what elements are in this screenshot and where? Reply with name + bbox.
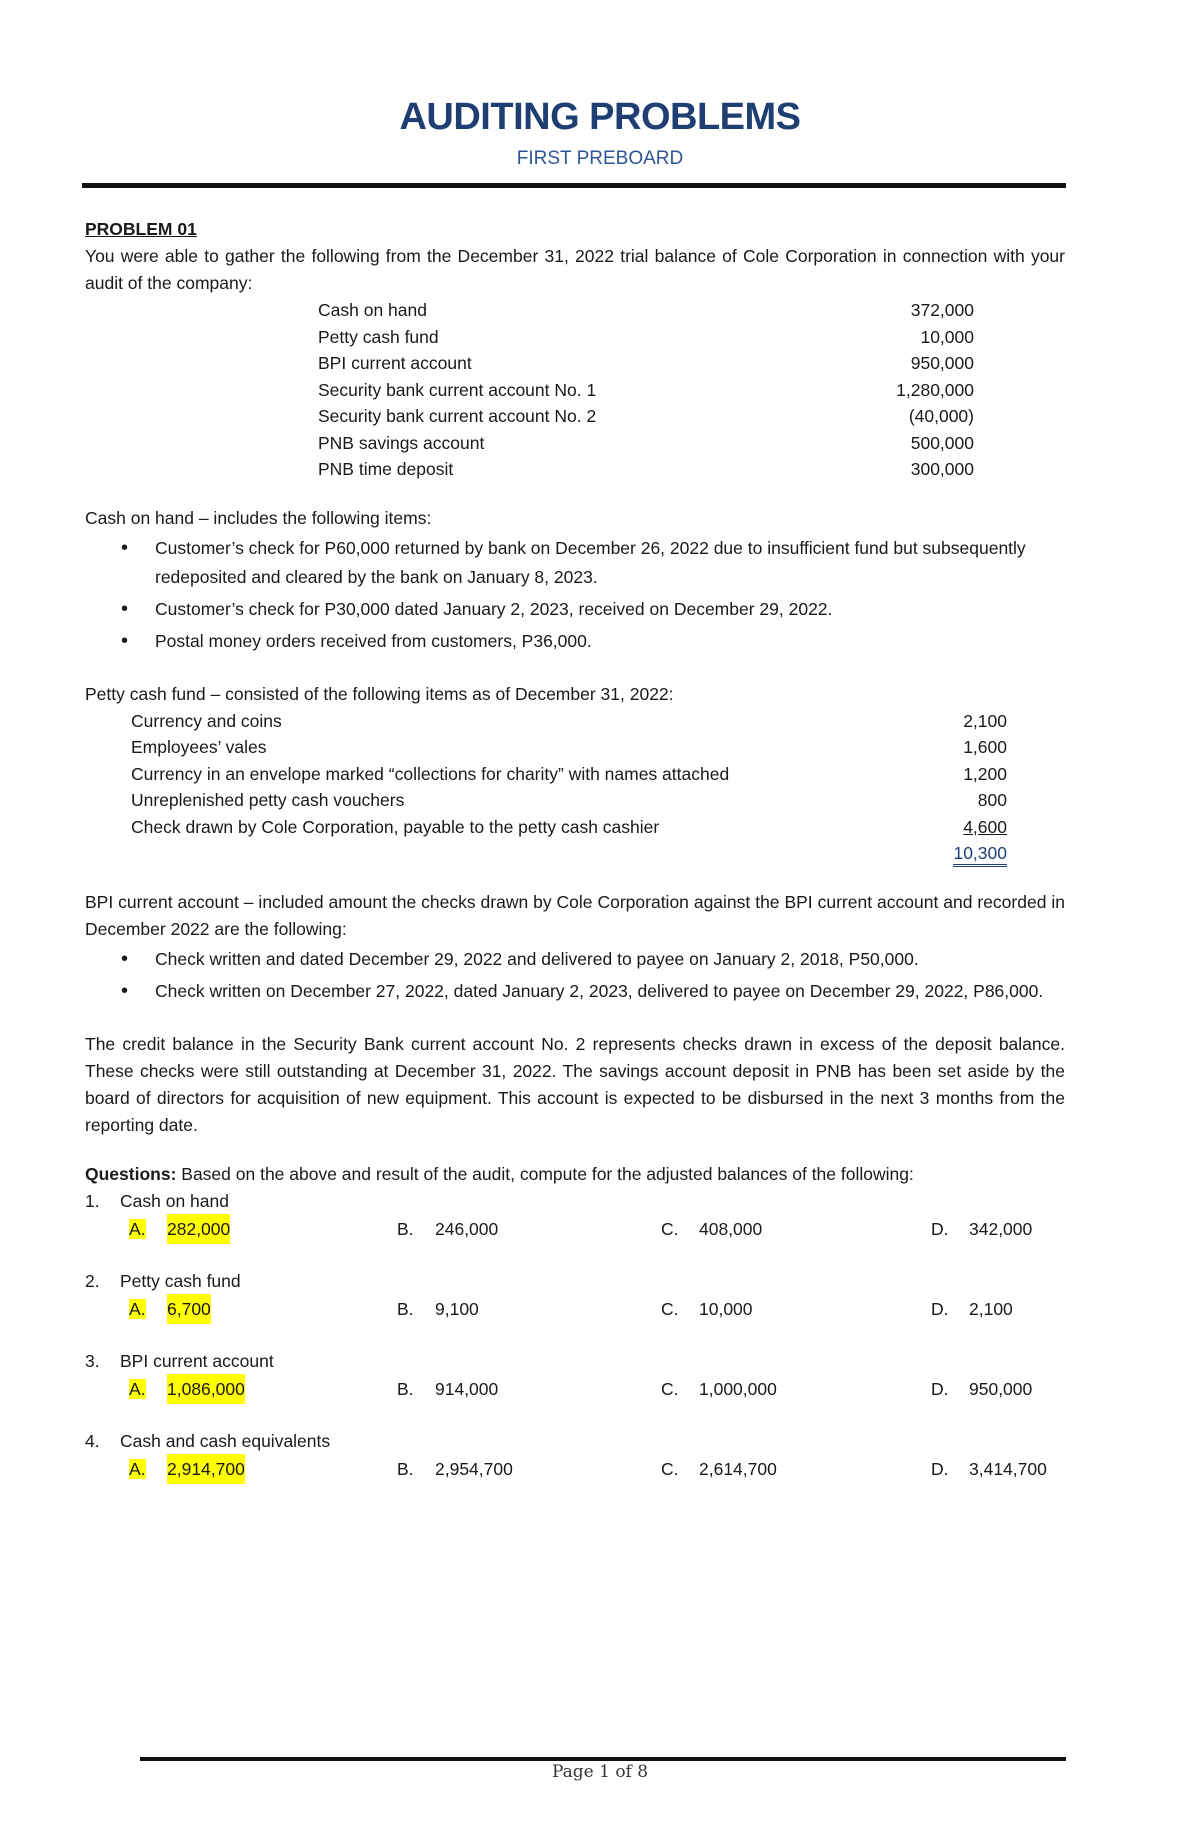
tb-label: PNB time deposit <box>318 459 454 479</box>
pc-amount: 1,200 <box>963 763 1007 784</box>
table-row <box>318 430 974 457</box>
pc-label: Currency in an envelope marked “collections for charity” with names attached <box>131 763 730 784</box>
option-c[interactable] <box>661 1374 931 1404</box>
option-letter: A. <box>129 1378 146 1399</box>
option-letter: B. <box>397 1218 414 1239</box>
option-value: 3,414,700 <box>969 1458 1047 1479</box>
pc-amount: 800 <box>977 790 1007 810</box>
document-title: AUDITING PROBLEMS <box>399 96 801 138</box>
option-a[interactable] <box>129 1374 397 1404</box>
document-subtitle: FIRST PREBOARD <box>516 148 684 169</box>
closing-paragraph: The credit balance in the Security Bank current account No. 2 represents checks drawn in excess of the deposit balance. These checks were still outstanding at December 31, 2022. The savings account deposit in PNB has been set aside by the board of directors for acquisition of new equipment. This account is expected to be disbursed in the next 3 months from the reporting date. <box>85 1033 1065 1135</box>
tb-amount: 372,000 <box>910 300 974 320</box>
option-c[interactable] <box>661 1294 931 1324</box>
petty-cash-table <box>131 708 1007 867</box>
tb-amount: (40,000) <box>908 406 974 426</box>
question-4 <box>85 1428 1065 1484</box>
table-row <box>131 787 1007 814</box>
option-d[interactable] <box>931 1454 1061 1484</box>
table-row <box>318 324 974 351</box>
option-value: 914,000 <box>435 1378 499 1399</box>
option-value: 1,000,000 <box>699 1378 777 1399</box>
questions-text: Based on the above and result of the audit, compute for the adjusted balances of the following: <box>176 1163 914 1184</box>
option-letter: D. <box>931 1378 949 1399</box>
tb-amount: 10,000 <box>920 326 974 347</box>
spacer <box>85 1009 1065 1031</box>
option-letter: D. <box>931 1218 949 1239</box>
table-row <box>131 708 1007 735</box>
question-number: 2. <box>85 1270 100 1291</box>
option-value: 1,086,000 <box>167 1374 245 1404</box>
table-row <box>318 456 974 483</box>
cash-on-hand-list <box>85 534 1065 656</box>
table-row <box>318 350 974 377</box>
question-title: Cash and cash equivalents <box>120 1430 331 1451</box>
option-value: 246,000 <box>435 1218 499 1239</box>
tb-label: PNB savings account <box>318 432 485 453</box>
page-number: Page 1 of 8 <box>551 1762 649 1782</box>
table-row <box>318 377 974 404</box>
question-number: 4. <box>85 1430 100 1451</box>
option-letter: C. <box>661 1218 679 1239</box>
spacer <box>85 483 1065 505</box>
spacer <box>85 1244 1065 1268</box>
option-b[interactable] <box>397 1454 661 1484</box>
question-1 <box>85 1188 1065 1244</box>
option-d[interactable] <box>931 1294 1061 1324</box>
tb-label: Security bank current account No. 1 <box>318 379 597 400</box>
list-item: • Customer’s check for P60,000 returned by bank on December 26, 2022 due to insufficient fund but subsequently redeposited and cleared by the bank on January 8, 2023. <box>155 534 1065 592</box>
spacer <box>85 1139 1065 1161</box>
spacer <box>85 1404 1065 1428</box>
problem-intro: You were able to gather the following from the December 31, 2022 trial balance of Cole Corporation in connection with your audit of the company: <box>85 246 1065 293</box>
option-letter: B. <box>397 1298 414 1319</box>
question-2 <box>85 1268 1065 1324</box>
option-value: 950,000 <box>969 1378 1033 1399</box>
table-row <box>318 403 974 430</box>
tb-amount: 1,280,000 <box>896 379 974 400</box>
option-value: 2,914,700 <box>167 1454 245 1484</box>
cash-on-hand-intro: Cash on hand – includes the following items: <box>85 507 432 528</box>
question-number: 3. <box>85 1350 100 1371</box>
list-item: • Customer’s check for P30,000 dated January 2, 2023, received on December 29, 2022. <box>155 595 1065 624</box>
trial-balance-table <box>318 297 974 483</box>
list-item: • Check written and dated December 29, 2022 and delivered to payee on January 2, 2018, P50,000. <box>155 945 1065 974</box>
pc-amount: 1,600 <box>963 737 1007 757</box>
pc-amount: 4,600 <box>963 816 1007 837</box>
option-letter: D. <box>931 1458 949 1479</box>
option-letter: A. <box>129 1218 146 1239</box>
option-b[interactable] <box>397 1374 661 1404</box>
table-row <box>131 761 1007 788</box>
question-3 <box>85 1348 1065 1404</box>
table-row <box>131 814 1007 841</box>
question-number: 1. <box>85 1190 100 1211</box>
option-c[interactable] <box>661 1454 931 1484</box>
tb-amount: 950,000 <box>910 353 974 373</box>
option-letter: B. <box>397 1458 414 1479</box>
list-item: • Check written on December 27, 2022, dated January 2, 2023, delivered to payee on December 29, 2022, P86,000. <box>155 977 1065 1006</box>
option-value: 2,954,700 <box>435 1458 513 1479</box>
questions-intro <box>85 1161 1065 1188</box>
option-letter: C. <box>661 1458 679 1479</box>
tb-label: Security bank current account No. 2 <box>318 406 597 426</box>
option-value: 342,000 <box>969 1218 1033 1239</box>
option-c[interactable] <box>661 1214 931 1244</box>
option-letter: A. <box>129 1458 146 1479</box>
option-letter: B. <box>397 1378 414 1399</box>
option-letter: A. <box>129 1298 146 1319</box>
option-value: 282,000 <box>167 1214 230 1244</box>
tb-label: BPI current account <box>318 353 472 373</box>
option-b[interactable] <box>397 1294 661 1324</box>
pc-label: Unreplenished petty cash vouchers <box>131 790 405 810</box>
table-row <box>131 734 1007 761</box>
problem-heading: PROBLEM 01 <box>85 219 197 239</box>
option-a[interactable] <box>129 1454 397 1484</box>
problem-body <box>85 216 1065 1484</box>
questions-label: Questions: <box>85 1163 177 1184</box>
tb-amount: 500,000 <box>910 432 974 453</box>
petty-cash-total: 10,300 <box>953 843 1007 867</box>
header-divider <box>82 183 1066 188</box>
pc-label: Check drawn by Cole Corporation, payable to the petty cash cashier <box>131 816 660 837</box>
option-d[interactable] <box>931 1214 1061 1244</box>
list-item: • Postal money orders received from customers, P36,000. <box>155 627 1065 656</box>
footer-divider <box>140 1757 1066 1761</box>
petty-cash-intro: Petty cash fund – consisted of the following items as of December 31, 2022: <box>85 683 674 704</box>
option-value: 6,700 <box>167 1294 211 1324</box>
option-value: 10,000 <box>699 1298 753 1319</box>
option-a[interactable] <box>129 1214 397 1244</box>
bpi-intro: BPI current account – included amount the checks drawn by Cole Corporation against the BPI current account and recorded in December 2022 are the following: <box>85 891 1065 939</box>
option-letter: D. <box>931 1298 949 1319</box>
pc-label: Currency and coins <box>131 710 282 731</box>
question-title: BPI current account <box>120 1350 274 1371</box>
option-value: 408,000 <box>699 1218 763 1239</box>
tb-label: Cash on hand <box>318 300 427 320</box>
tb-amount: 300,000 <box>910 459 974 479</box>
question-title: Cash on hand <box>120 1190 229 1211</box>
table-row <box>318 297 974 324</box>
spacer <box>85 867 1065 889</box>
spacer <box>85 1324 1065 1348</box>
pc-label: Employees’ vales <box>131 737 267 757</box>
table-row <box>131 840 1007 867</box>
option-letter: C. <box>661 1298 679 1319</box>
option-a[interactable] <box>129 1294 397 1324</box>
pc-amount: 2,100 <box>963 710 1007 731</box>
option-value: 2,100 <box>969 1298 1013 1319</box>
option-d[interactable] <box>931 1374 1061 1404</box>
option-value: 9,100 <box>435 1298 479 1319</box>
spacer <box>85 659 1065 681</box>
bpi-list <box>85 945 1065 1006</box>
question-title: Petty cash fund <box>120 1270 241 1291</box>
option-value: 2,614,700 <box>699 1458 777 1479</box>
tb-label: Petty cash fund <box>318 326 439 347</box>
option-letter: C. <box>661 1378 679 1399</box>
option-b[interactable] <box>397 1214 661 1244</box>
